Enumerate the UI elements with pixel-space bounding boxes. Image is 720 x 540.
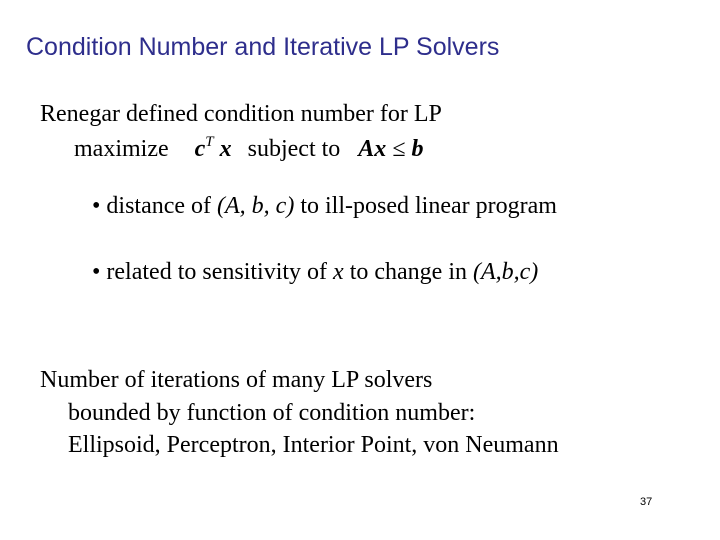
objective-transpose: T <box>205 134 214 150</box>
bullet-marker: • <box>92 259 101 285</box>
bullet-italic-tuple: (A, b, c) <box>217 193 295 219</box>
constraint-lhs: Ax <box>358 136 387 162</box>
constraint-operator: ≤ <box>392 136 406 162</box>
paragraph-line-3: Ellipsoid, Perceptron, Interior Point, von Neumann <box>68 432 559 458</box>
objective-x: x <box>219 136 232 162</box>
maximize-label: maximize <box>74 136 169 162</box>
bullet-text-post: to ill-posed linear program <box>294 193 557 219</box>
paragraph-line-1: Number of iterations of many LP solvers <box>40 367 433 393</box>
bullet-item <box>92 192 557 220</box>
slide-title: Condition Number and Iterative LP Solvers <box>26 33 500 61</box>
bullet-marker: • <box>92 193 101 219</box>
page-number: 37 <box>640 496 653 508</box>
intro-line: Renegar defined condition number for LP <box>40 101 442 127</box>
bullet-item <box>92 258 538 286</box>
bullet-text-pre: related to sensitivity of <box>106 259 334 285</box>
constraint-rhs: b <box>411 136 424 162</box>
objective-c: c <box>194 136 206 162</box>
subject-to-label: subject to <box>247 136 341 162</box>
problem-line <box>74 135 423 163</box>
bullet-italic-tuple: (A,b,c) <box>472 259 539 285</box>
bullet-text-mid: to change in <box>343 259 473 285</box>
paragraph-line-2: bounded by function of condition number: <box>68 400 476 426</box>
bullet-italic-var: x <box>333 259 344 285</box>
bullet-text-pre: distance of <box>106 193 218 219</box>
